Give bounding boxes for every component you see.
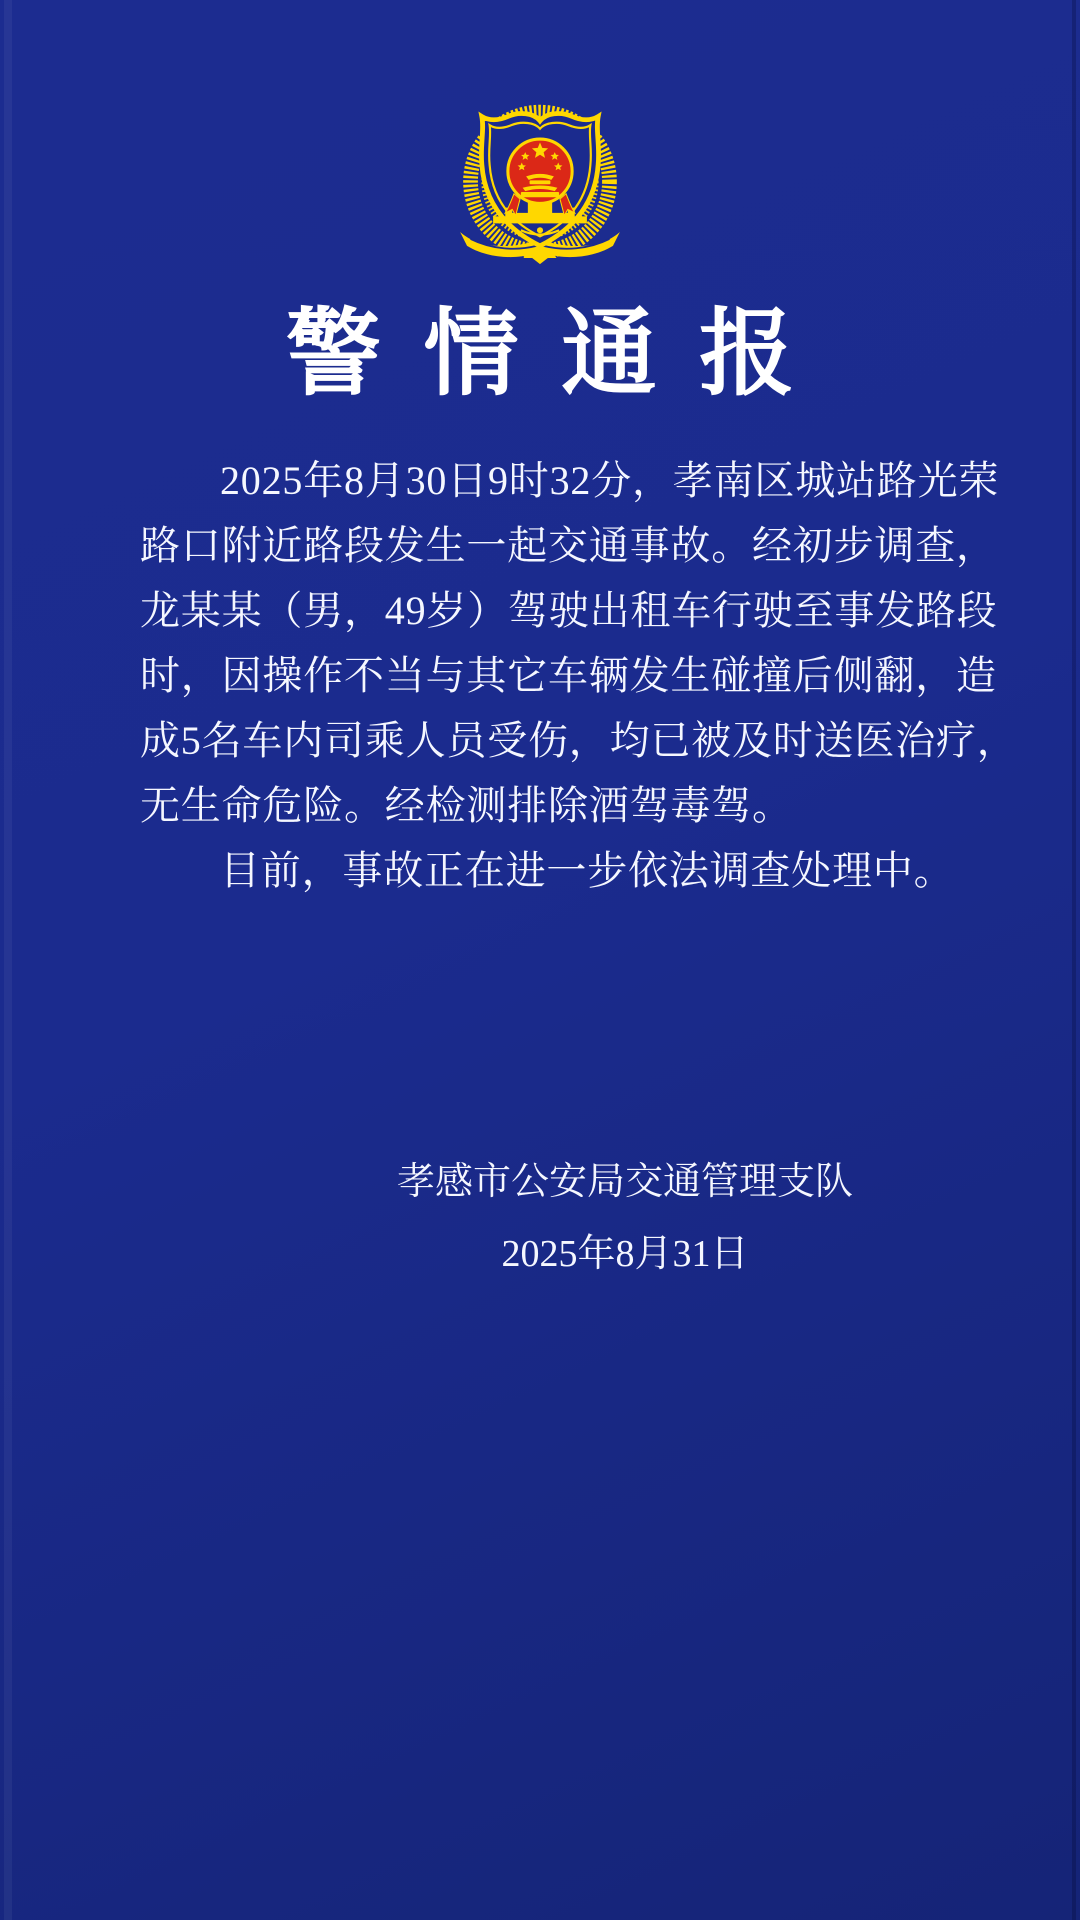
right-edge-band bbox=[1072, 0, 1076, 1920]
left-edge-band bbox=[4, 0, 12, 1920]
body-line: 2025年8月30日9时32分，孝南区城站路光荣 bbox=[220, 458, 1000, 503]
body-line: 路口附近路段发生一起交通事故。经初步调查， bbox=[140, 523, 997, 568]
signature-date: 2025年8月31日 bbox=[501, 1233, 749, 1275]
badge-national-emblem bbox=[505, 139, 574, 215]
signature-block bbox=[170, 1146, 1080, 1290]
notice-title: 警情通报 bbox=[285, 301, 837, 407]
body-line: 目前，事故正在进一步依法调查处理中。 bbox=[220, 848, 955, 893]
body-line: 龙某某（男，49岁）驾驶出租车行驶至事发路段 bbox=[140, 588, 998, 633]
body-line: 成5名车内司乘人员受伤，均已被及时送医治疗， bbox=[140, 718, 1018, 763]
police-badge-icon bbox=[453, 100, 627, 265]
notice-body bbox=[140, 448, 1018, 903]
signature-department: 孝感市公安局交通管理支队 bbox=[396, 1161, 853, 1203]
body-line: 时，因操作不当与其它车辆发生碰撞后侧翻，造 bbox=[140, 653, 997, 698]
body-line: 无生命危险。经检测排除酒驾毒驾。 bbox=[140, 783, 793, 828]
